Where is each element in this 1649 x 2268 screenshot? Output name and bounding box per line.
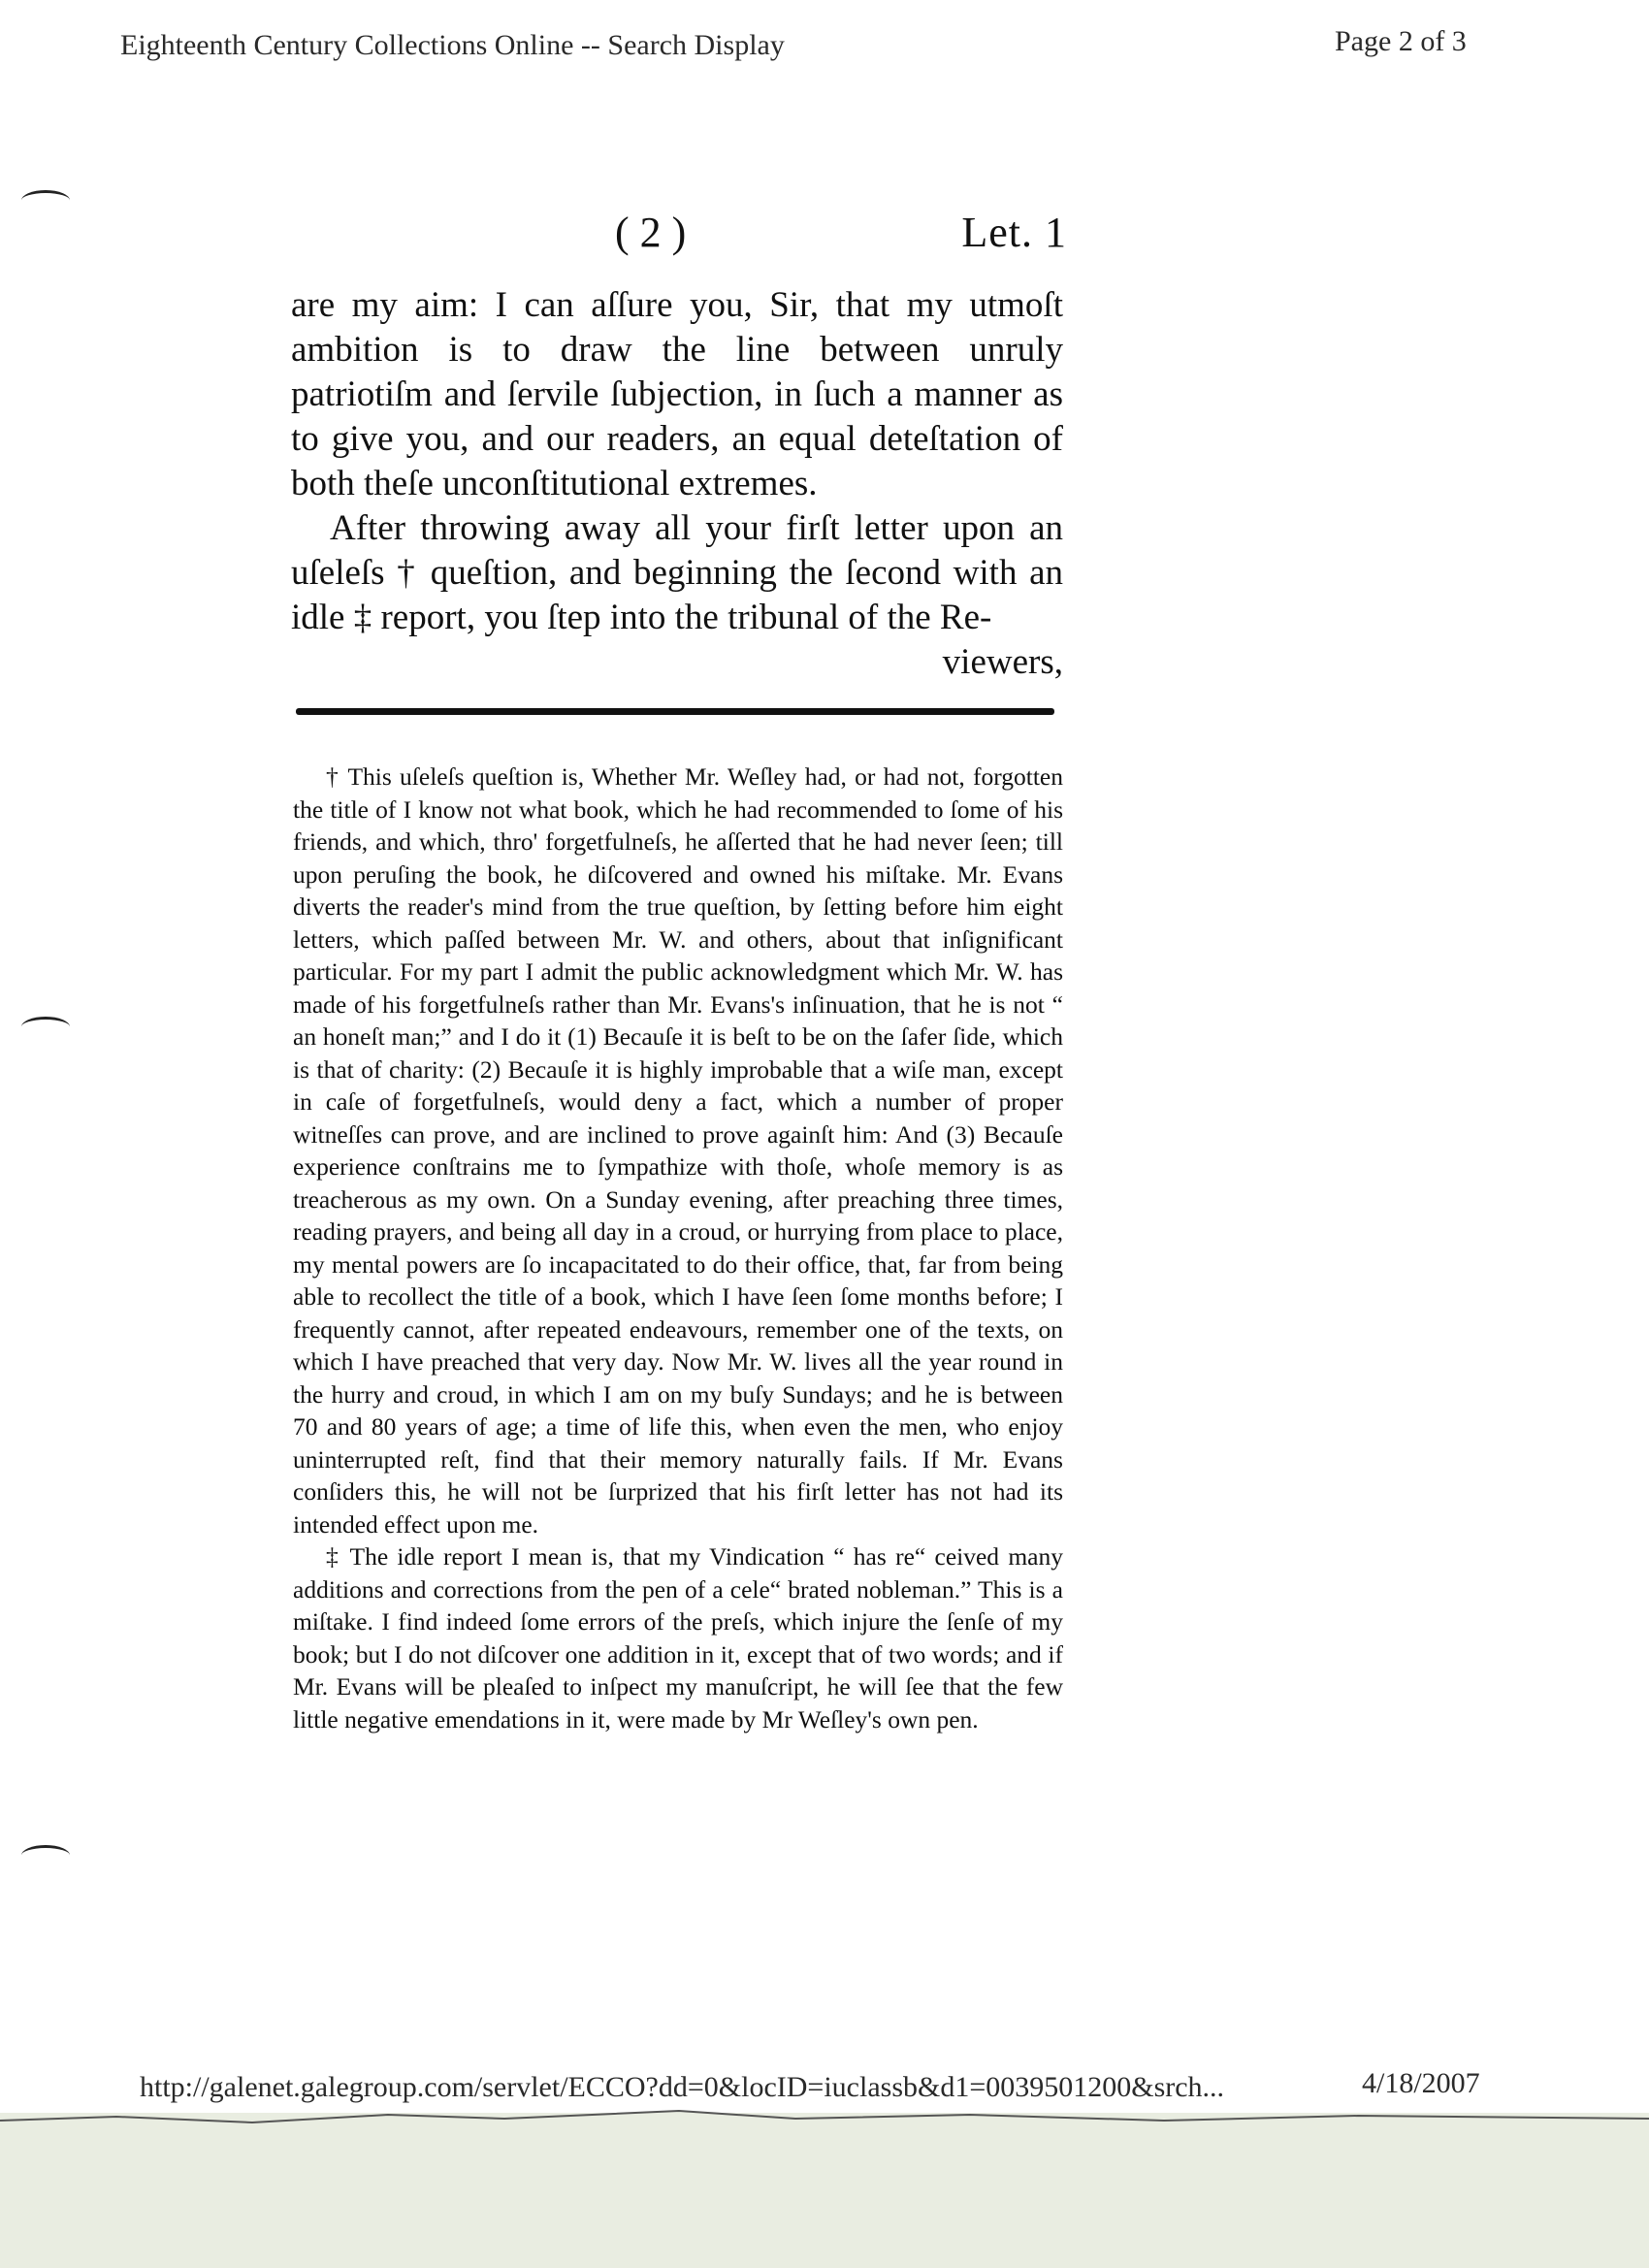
- page-heading: [611, 208, 1067, 257]
- torn-edge-shape: [0, 2097, 1649, 2136]
- footnotes: [293, 761, 1063, 1735]
- punch-hole-middle: [21, 1017, 70, 1037]
- torn-paper-edge: [0, 2113, 1649, 2268]
- catchword: viewers,: [942, 642, 1063, 682]
- punch-hole-top: [21, 190, 70, 211]
- footnote-dagger: † This uſeleſs queſtion is, Whether Mr. Weſley had, or had not, forgotten the title of I know not what book, which he had recommended to ſome of his friends, and which, thro' forgetfulneſs, he aſſerted that he had never ſeen; till upon peruſing the book, he diſcovered and owned his miſtake. Mr. Evans diverts the reader's mind from the true queſtion, by ſetting before him eight letters, which paſſed between Mr. W. and others, about that inſignificant particular. For my part I admit the public acknowledgment which Mr. W. has made of his forgetfulneſs rather than Mr. Evans's inſinuation, that he is not “ an honeſt man;” and I do it (1) Becauſe it is beſt to be on the ſafer ſide, which is that of charity: (2) Becauſe it is highly improbable that a wiſe man, except in caſe of forgetfulneſs, would deny a fact, which a number of proper witneſſes can prove, and are inclined to prove againſt him: And (3) Becauſe experience conſtrains me to ſympathize with thoſe, whoſe memory is as treacherous as my own. On a Sunday evening, after preaching three times, reading prayers, and being all day in a croud, or hurrying from place to place, my mental powers are ſo incapacitated to do their office, that, far from being able to recollect the title of a book, which I have ſeen ſome months before; I frequently cannot, after repeated endeavours, remember one of the texts, on which I have preached that very day. Now Mr. W. lives all the year round in the hurry and croud, in which I am on my buſy Sundays; and he is between 70 and 80 years of age; a time of life this, when even the men, who enjoy uninterrupted reſt, find that their memory naturally fails. If Mr. Evans conſiders this, he will not be ſurprized that his firſt letter has not had its intended effect upon me.: [293, 762, 1063, 1539]
- window-title: Eighteenth Century Collections Online -- Search Display: [120, 29, 785, 61]
- print-date: 4/18/2007: [1362, 2067, 1480, 2099]
- body-text: [291, 283, 1063, 685]
- punch-hole-bottom: [21, 1845, 70, 1865]
- footnote-double-dagger: ‡ The idle report I mean is, that my Vindication “ has re“ ceived many additions and corrections from the pen of a cele“ brated nobleman.” This is a miſtake. I find indeed ſome errors of the preſs, which injure the ſenſe of my book; but I do not diſcover one addition in it, except that of two words; and if Mr. Evans will be pleaſed to inſpect my manuſcript, he will ſee that the few little negative emendations in it, were made by Mr Weſley's own pen.: [293, 1542, 1063, 1733]
- body-paragraph-1: are my aim: I can aſſure you, Sir, that my utmoſt ambition is to draw the line between unruly patriotiſm and ſervile ſubjection, in ſuch a manner as to give you, and our readers, an equal deteſtation of both theſe unconſtitutional extremes.: [291, 285, 1063, 503]
- footnote-divider: [296, 708, 1054, 715]
- page-number: ( 2 ): [615, 209, 687, 256]
- page-indicator: Page 2 of 3: [1335, 25, 1467, 57]
- page-url: http://galenet.galegroup.com/servlet/ECCO?dd=0&locID=iuclassb&d1=0039501200&srch...: [140, 2071, 1225, 2103]
- running-head: Let. 1: [961, 209, 1067, 256]
- body-paragraph-2: After throwing away all your firſt letter upon an uſeleſs † queſtion, and beginning the ſecond with an idle ‡ report, you ſtep into the tribunal of the Re-: [291, 508, 1063, 637]
